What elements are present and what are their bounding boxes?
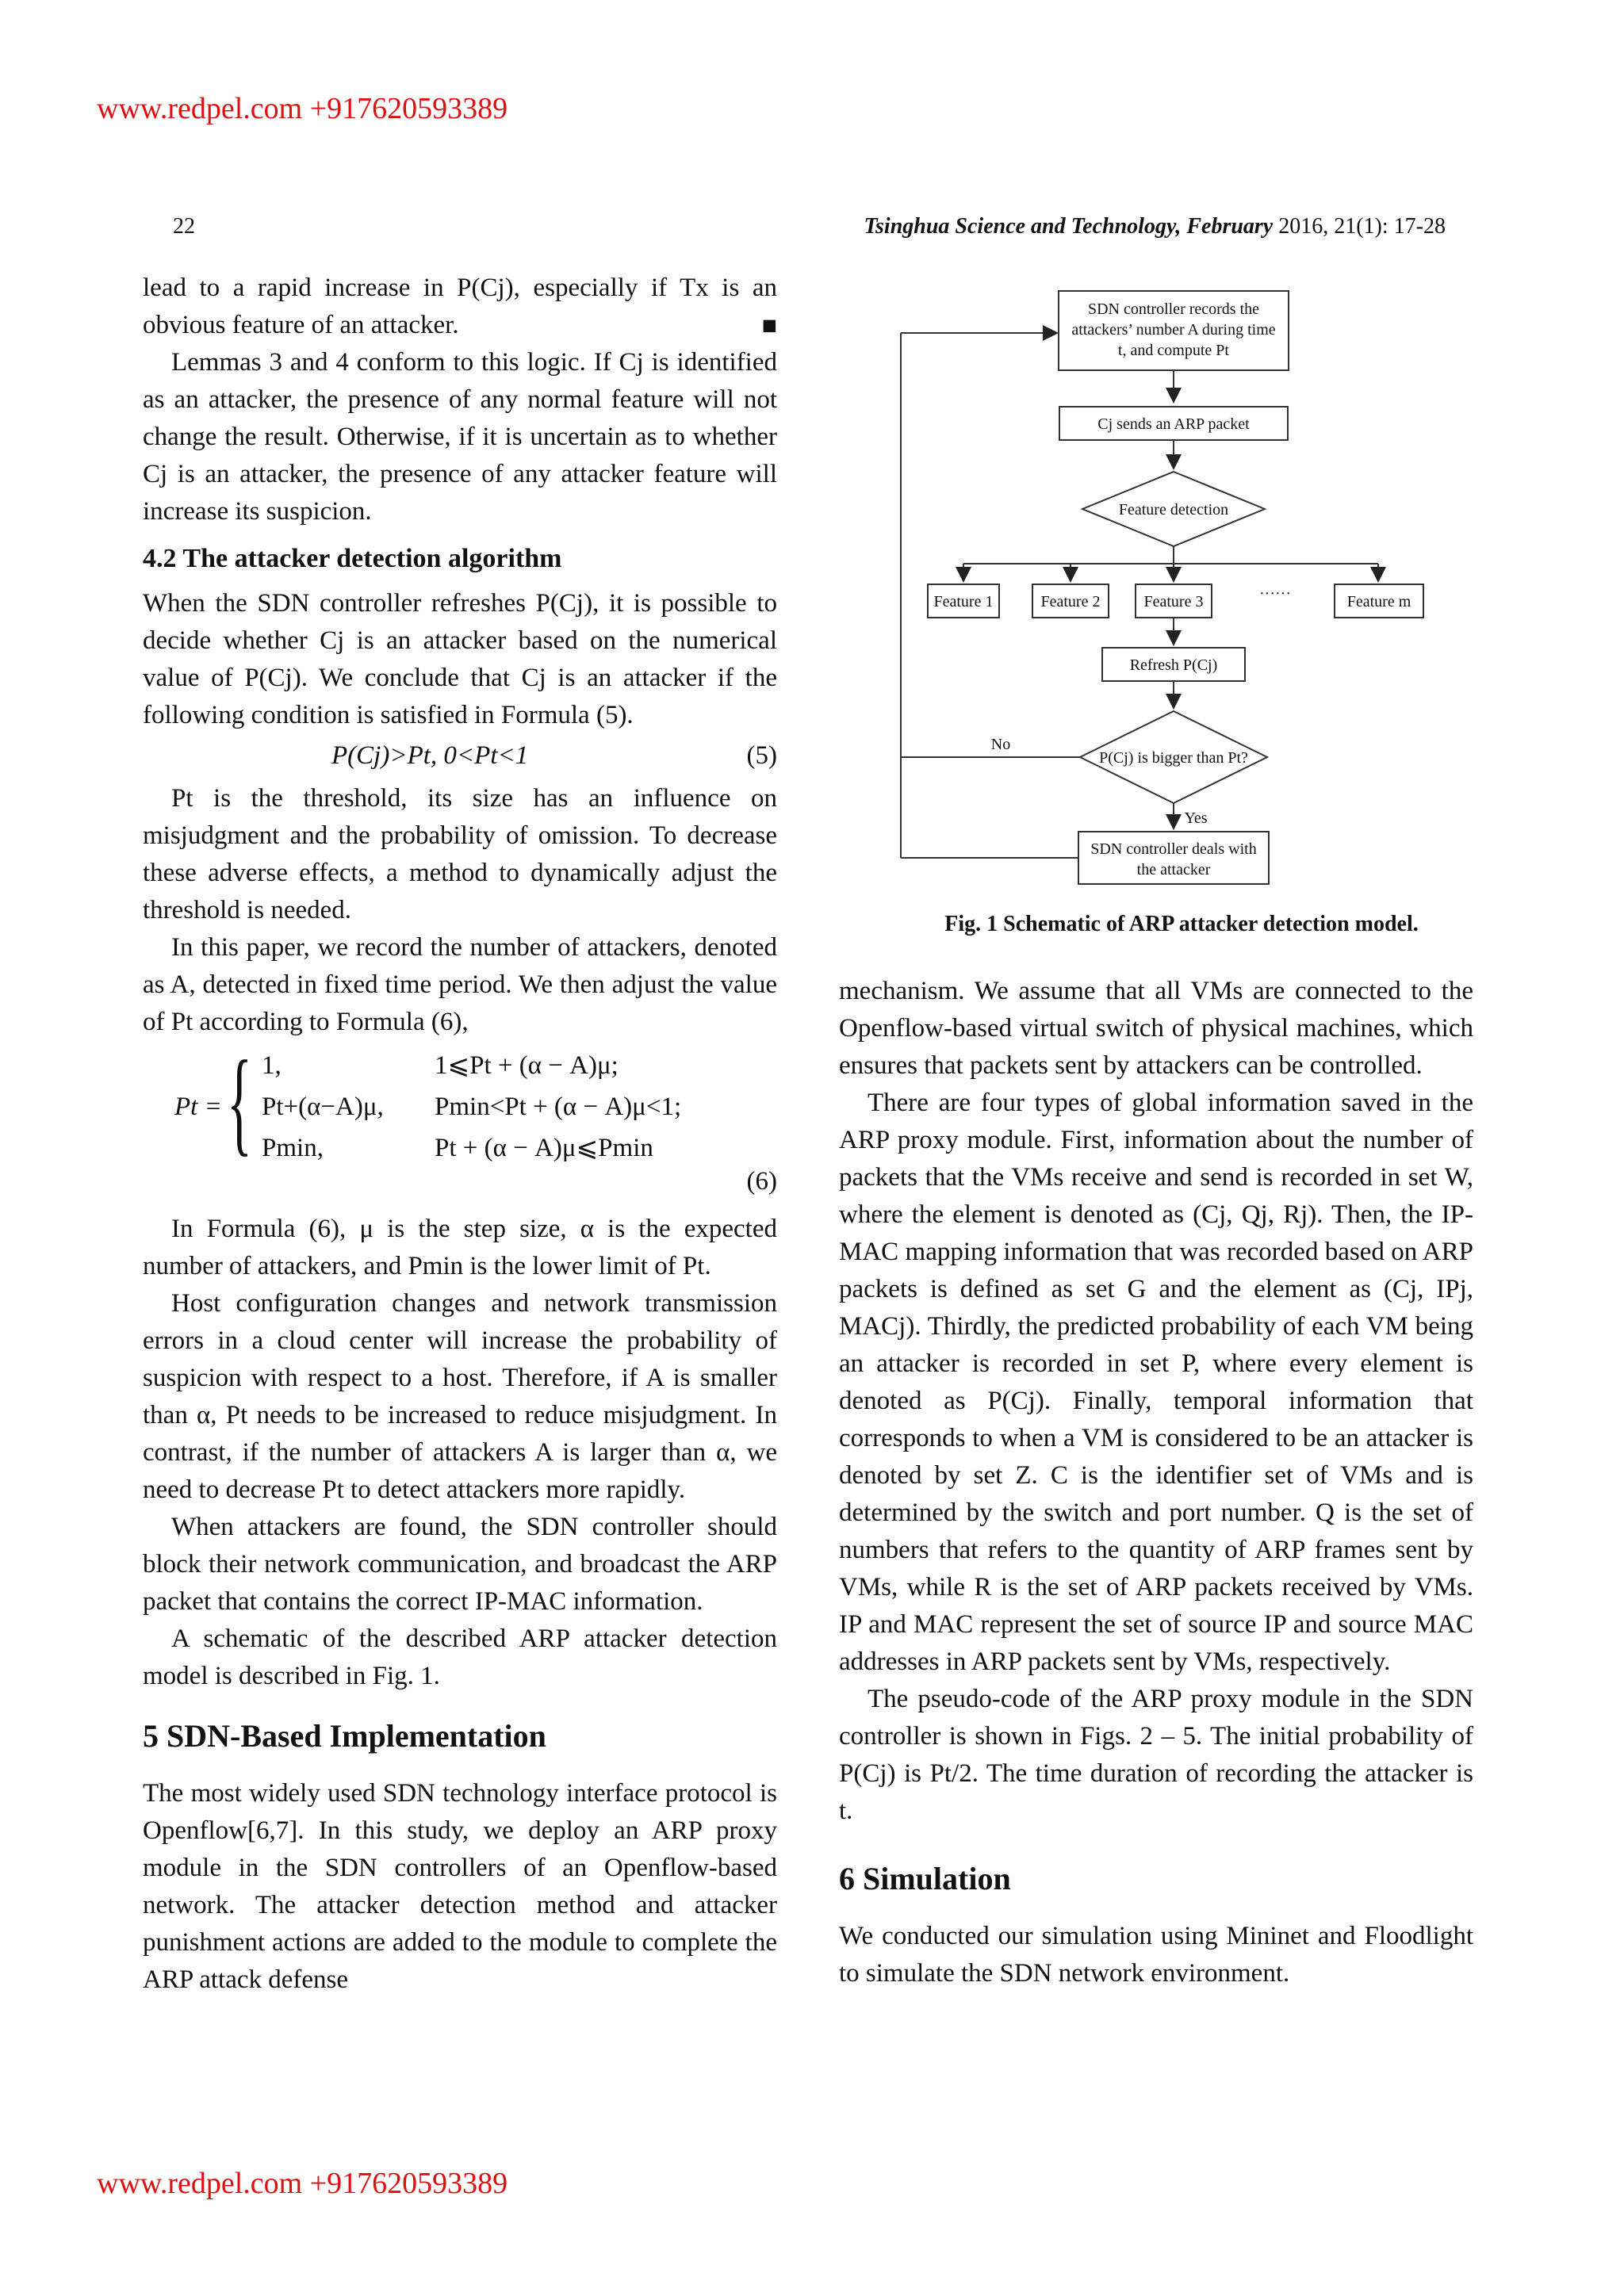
- paragraph-text: lead to a rapid increase in P(Cj), especially if Tx is an obvious feature of an attacker.: [143, 274, 777, 339]
- case-condition: 1⩽Pt + (α − A)μ;: [435, 1051, 619, 1080]
- equation-6-case-1: [262, 1047, 619, 1085]
- equation-6-case-3: [262, 1130, 653, 1167]
- journal-name: Tsinghua Science and Technology, February: [864, 214, 1274, 239]
- figure-1: [880, 281, 1483, 936]
- paragraph: In Formula (6), μ is the step size, α is the expected number of attackers, and Pmin is the lower limit of Pt.: [143, 1215, 777, 1280]
- case-condition: Pmin<Pt + (α − A)μ<1;: [435, 1093, 682, 1121]
- paragraph: A schematic of the described ARP attacker detection model is described in Fig. 1.: [143, 1624, 777, 1690]
- feature1-label: Feature 1: [933, 593, 994, 610]
- box1-line3: t, and compute Pt: [1118, 342, 1229, 359]
- flowchart: [880, 281, 1483, 908]
- equation-6-case-2: [262, 1089, 682, 1126]
- section-heading-5: 5 SDN-Based Implementation: [143, 1718, 546, 1754]
- equation-5: [143, 737, 777, 777]
- paragraph: The pseudo-code of the ARP proxy module in the SDN controller is shown in Figs. 2 – 5. The initial probability of P(Cj) is Pt/2. The time duration of recording the attacker is t.: [839, 1685, 1473, 1825]
- case-condition: Pt + (α − A)μ⩽Pmin: [435, 1134, 653, 1162]
- left-column: [143, 270, 777, 1999]
- equation-5-body: P(Cj)>Pt, 0<Pt<1: [331, 741, 529, 770]
- final-line2: the attacker: [1136, 861, 1211, 878]
- paragraph: mechanism. We assume that all VMs are connected to the Openflow-based virtual switch of physical machines, which ensures that packets sent by attackers can be controlled.: [839, 977, 1473, 1080]
- figure-caption: Fig. 1 Schematic of ARP attacker detection model.: [944, 912, 1419, 936]
- ellipsis-label: ······: [1259, 585, 1291, 603]
- case-value: Pt+(α−A)μ,: [262, 1093, 384, 1121]
- right-column: [839, 973, 1473, 1992]
- featurem-label: Feature m: [1346, 593, 1411, 610]
- box1-line2: attackers’ number A during time: [1071, 321, 1276, 339]
- section-heading-4-2: 4.2 The attacker detection algorithm: [143, 544, 562, 573]
- case-value: 1,: [262, 1051, 282, 1080]
- paragraph: We conducted our simulation using Mininet and Floodlight to simulate the SDN network environment.: [839, 1922, 1473, 1988]
- equation-6-lhs: Pt =: [174, 1093, 222, 1121]
- paragraph: When attackers are found, the SDN controller should block their network communication, and broadcast the ARP packet that contains the correct IP-MAC information.: [143, 1513, 777, 1616]
- final-line1: SDN controller deals with: [1090, 840, 1257, 858]
- equation-5-number: (5): [746, 741, 777, 770]
- paragraph: In this paper, we record the number of attackers, denoted as A, detected in fixed time period. We then adjust the value of Pt according to Formula (6),: [143, 933, 777, 1036]
- refresh-label: Refresh P(Cj): [1129, 656, 1218, 674]
- feature3-label: Feature 3: [1143, 593, 1204, 610]
- no-label: No: [990, 736, 1011, 753]
- equation-6-number: (6): [746, 1167, 777, 1196]
- page-number: 22: [173, 214, 195, 239]
- paragraph: Lemmas 3 and 4 conform to this logic. If Cj is identified as an attacker, the presence of any normal feature will not change the result. Otherwise, if it is uncertain as to whether Cj is an attacker, the presence of any attacker feature will increase its suspicion.: [143, 348, 777, 526]
- paragraph: When the SDN controller refreshes P(Cj), it is possible to decide whether Cj is an attacker based on the numerical value of P(Cj). We conclude that Cj is an attacker if the following condition is satisfied in Formula (5).: [143, 589, 777, 729]
- paragraph: The most widely used SDN technology interface protocol is Openflow[6,7]. In this study, we deploy an ARP proxy module in the SDN controllers of an Openflow-based network. The attacker detection method and attacker punishment actions are added to the module to complete the ARP attack defense: [143, 1779, 777, 1994]
- journal-citation: [864, 214, 1446, 239]
- diamond2-label: P(Cj) is bigger than Pt?: [1099, 749, 1248, 767]
- feature2-label: Feature 2: [1040, 593, 1101, 610]
- journal-issue: 2016, 21(1): 17-28: [1273, 214, 1446, 239]
- paragraph: [143, 270, 777, 344]
- equation-6-brace: {: [227, 1037, 252, 1167]
- box2-label: Cj sends an ARP packet: [1097, 415, 1250, 433]
- watermark-bottom[interactable]: www.redpel.com +917620593389: [97, 2167, 508, 2200]
- paragraph: Host configuration changes and network transmission errors in a cloud center will increase the probability of suspicion with respect to a host. Therefore, if A is smaller than α, Pt needs to be increased to reduce misjudgment. In contrast, if the number of attackers A is larger than α, we need to decrease Pt to detect attackers more rapidly.: [143, 1289, 777, 1504]
- paragraph: Pt is the threshold, its size has an influence on misjudgment and the probability of omission. To decrease these adverse effects, a method to dynamically adjust the threshold is needed.: [143, 784, 777, 924]
- diamond1-label: Feature detection: [1118, 501, 1229, 519]
- section-heading-6: 6 Simulation: [839, 1861, 1011, 1896]
- watermark-top[interactable]: www.redpel.com +917620593389: [97, 92, 508, 125]
- case-value: Pmin,: [262, 1134, 324, 1162]
- box1-line1: SDN controller records the: [1087, 300, 1260, 318]
- paragraph: There are four types of global information saved in the ARP proxy module. First, information about the number of packets that the VMs receive and send is recorded in set W, where the element is denoted as (Cj, Qj, Rj). Then, the IP-MAC mapping information that was recorded based on ARP packets is defined as set G and the element as (Cj, IPj, MACj). Thirdly, the predicted probability of each VM being an attacker is recorded in set P, where every element is denoted as P(Cj). Finally, temporal information that corresponds to when a VM is considered to be an attacker is denoted by set Z. C is the identifier set of VMs and is determined by the switch and port number. Q is the set of numbers that refers to the quantity of ARP frames sent by VMs, while R is the set of ARP packets received by VMs. IP and MAC represent the set of source IP and source MAC addresses in ARP packets sent by VMs, respectively.: [839, 1089, 1473, 1676]
- qed-symbol: ■: [761, 311, 777, 339]
- yes-label: Yes: [1184, 809, 1208, 827]
- equation-6: [143, 1037, 777, 1203]
